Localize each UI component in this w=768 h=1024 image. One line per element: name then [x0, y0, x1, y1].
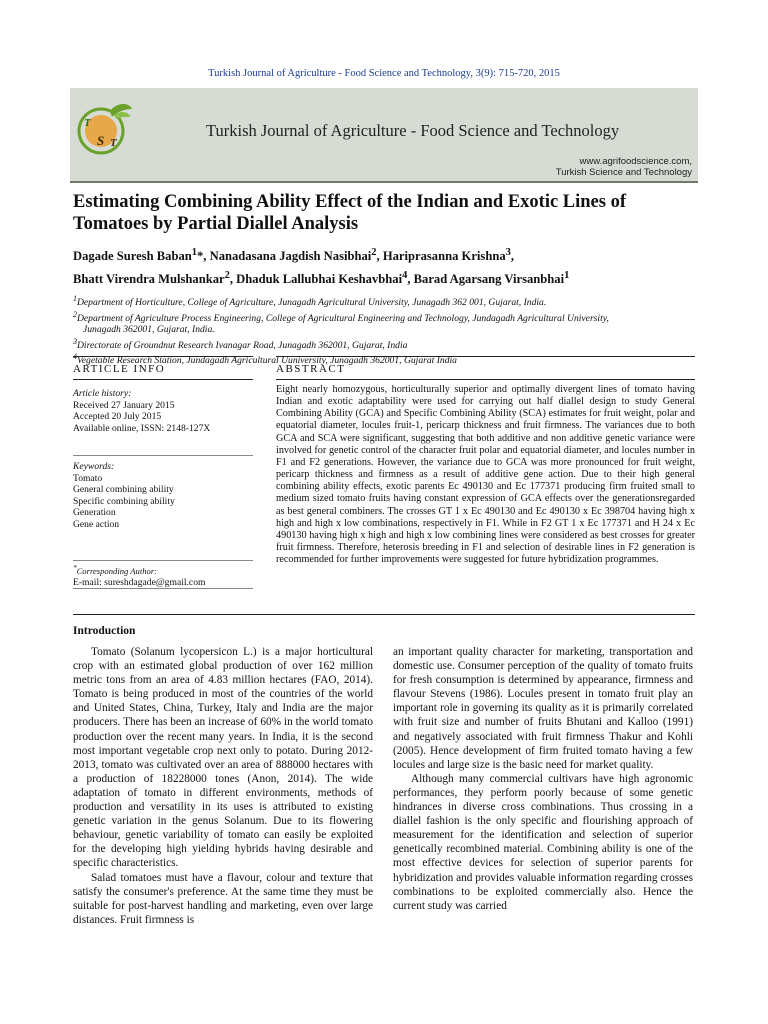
journal-logo-icon — [74, 99, 136, 161]
author-list — [73, 243, 703, 289]
keywords-block — [73, 461, 253, 531]
divider — [276, 379, 695, 380]
corresponding-block — [73, 563, 253, 589]
author-sup: 3 — [505, 247, 511, 258]
keyword: Specific combining ability — [73, 495, 175, 507]
accepted-date: Accepted 20 July 2015 — [73, 411, 162, 423]
divider — [73, 379, 253, 380]
divider — [73, 356, 253, 357]
affiliation-text: Department of Agriculture Process Engineering, College of Agricultural Engineering and Technology, Jundagadh Agricultural University, — [77, 312, 609, 324]
affiliation-sup: 2 — [73, 309, 77, 319]
logo-letter-t: T — [84, 117, 91, 129]
affiliation-text: Directorate of Groundnut Research Ivanagar Road, Junagadh 362001, Gujarat, India — [77, 339, 408, 351]
author-sup: 1 — [564, 270, 570, 282]
keywords-label: Keywords: — [73, 461, 115, 472]
affiliation-text: Junagadh 362001, Gujarat, India. — [83, 324, 215, 336]
paragraph: Although many commercial cultivars have high agronomic performances, they perform poorly because of some genetic hindrances in diverse cross combinations. Thus crossing in a diallel fashion is the only specific and flourishing approach of measurement for the identification and selection of superior genetically recombined material. Combining ability is one of the most effective devices for selection of superior parents for hybridization and provides valuable information regarding crosses combinations to be exploited commercially also. Hence the current study was carried — [393, 772, 693, 912]
affiliation-sup: 4 — [73, 352, 77, 362]
author-sup: 2 — [371, 247, 377, 258]
journal-website[interactable] — [556, 156, 692, 178]
divider — [73, 614, 695, 615]
intro-column-right — [393, 645, 693, 913]
author-sup: 4 — [402, 270, 408, 282]
abstract-heading: ABSTRACT — [276, 363, 346, 375]
divider — [276, 356, 695, 357]
author-sep: , — [376, 249, 383, 264]
intro-column-left — [73, 645, 373, 927]
affiliation — [73, 336, 703, 352]
logo-letter-t2: T — [110, 137, 117, 149]
affiliation — [73, 309, 703, 325]
affiliation — [73, 351, 703, 367]
author-name: Dagade Suresh Baban — [73, 249, 192, 264]
affiliation-text: Department of Horticulture, College of Agriculture, Junagadh Agricultural University, Junagadh 362 001, Gujarat, India. — [77, 297, 547, 309]
received-date: Received 27 January 2015 — [73, 399, 175, 411]
author-name: Nanadasana Jagdish Nasibhai — [209, 249, 372, 264]
keyword: Gene action — [73, 518, 120, 530]
author-sep: *, — [197, 249, 210, 264]
divider — [73, 560, 253, 561]
logo-letter-s: S — [97, 133, 105, 148]
online-date: Available online, ISSN: 2148-127X — [73, 422, 211, 434]
author-sep: , — [229, 272, 237, 287]
history-label: Article history: — [73, 388, 132, 399]
author-name: Bhatt Virendra Mulshankar — [73, 272, 225, 287]
affiliation-text: Vegetable Research Station, Jundagadh Agricultural Uuniversity, Junagadh 362001, Gujarat India — [77, 355, 457, 367]
corresponding-email[interactable]: E-mail: sureshdagade@gmail.com — [73, 577, 206, 589]
journal-name: Turkish Journal of Agriculture - Food Science and Technology — [206, 121, 620, 140]
affiliation — [73, 293, 703, 309]
author-name: Barad Agarsang Virsanbhai — [413, 272, 565, 287]
website-url[interactable]: www.agrifoodscience.com, — [579, 156, 692, 167]
author-sup: 1 — [191, 247, 197, 258]
paragraph: Salad tomatoes must have a flavour, colour and texture that satisfy the consumer's preference. At the same time they must be suitable for post-harvest handling and marketing, even over large distances. Fruit firmness is — [73, 871, 373, 926]
website-sub: Turkish Science and Technology — [555, 167, 692, 178]
affiliation-cont — [73, 324, 703, 335]
paragraph: an important quality character for marketing, transportation and domestic use. Consumer perception of the quality of tomato fruits for fresh consumption is determined by appearance, firmness and flavour Stevens (1986). Locules present in tomato fruit play an important role in governing its quality as it is primarily correlated with fruit size and number of fruits Bhutani and Kalloo (1991) and negatively associated with fruit firmness Thakur and Kohli (2005). Hence development of firm fruited tomato having a few locules and large size is the basic need for market quality. — [393, 646, 693, 771]
author-sup: 2 — [224, 270, 230, 282]
article-info-heading: ARTICLE INFO — [73, 363, 166, 375]
corresponding-label: *Corresponding Author: — [73, 564, 158, 576]
author-sep: , — [407, 272, 414, 287]
corresponding-label-text: Corresponding Author: — [76, 565, 158, 576]
journal-citation[interactable]: Turkish Journal of Agriculture - Food Science and Technology, 3(9): 715-720, 2015 — [208, 68, 560, 79]
affiliation-sup: 3 — [73, 336, 77, 346]
author-sep: , — [510, 249, 515, 264]
keyword: General combining ability — [73, 484, 174, 496]
divider — [73, 455, 253, 456]
paragraph: Tomato (Solanum lycopersicon L.) is a major horticultural crop with an estimated global production of over 162 million metric tons from an area of 4.83 million hectares (FAO, 2014). Tomato is being produced in most of the countries of the world and United States, China, Turkey, Italy and India are the major producers. There has been an increase of 60% in the world tomato production over the recent many years. In India, it is the second most important vegetable crop next only to potato. During 2012-2013, tomato was cultivated over an area of 888000 hectares with a production of 18228000 tones (Anon, 2014). The wide adaptation of tomato in different environments, methods of production and versatility in its uses is attributed to existing genetic variation in the genus Solanum. Due to its flowering behaviour, genetic variability of tomato can easily be exploited for the developing high yielding hybrids having desirable and specific characteristics. — [73, 646, 373, 870]
introduction-heading: Introduction — [73, 625, 136, 637]
paper-title: Estimating Combining Ability Effect of the Indian and Exotic Lines of Tomatoes by Partial Diallel Analysis — [73, 192, 627, 234]
article-info — [73, 388, 253, 434]
keyword: Tomato — [73, 472, 103, 484]
abstract-text: Eight nearly homozygous, horticulturally superior and optimally divergent lines of tomato having Indian and exotic adaptability were used for carrying out half diallel design to study General Combining Ability (GCA) and Specific Combining Ability (SCA) estimates for fruit weight, polar and equatorial diameter, locules fruit-1, pericarp thickness and fruit firmness. The variances due to both GCA and SCA were significant, suggesting that both additive and non additive genetic variance were involved for genetic control of the character fruit polar and equatorial diameter, and locules number in F1 and F2 generations. However, the variance due to GCA was more pronounced for fruit weight, pericarp thickness and firmness as a result of additive gene action. Due to their high general combining ability effects, exotic parents Ec 490130 and Ec 177371 producing firm fruited small to medium sized tomato fruits having constant expression of GCA effects over the generationsregarded as best general combiners. The crosses GT 1 x Ec 490130 and Ec 490130 x Ec 398704 having high x high and high x low combinations, respectively in F1. While in F2 GT 1 x Ec 177371 and H 24 x Ec 490130 having high x high and high x low combining lines were considered as best crosses for greater fruit firmness. Therefore, heterosis breeding in F1 and selection of desirable lines in F2 generation is recommended for further improvements were suggested for future hybridization programmes. — [276, 384, 695, 566]
divider — [73, 588, 253, 589]
author-name: Dhaduk Lallubhai Keshavbhai — [236, 272, 403, 287]
affiliation-sup: 1 — [73, 294, 77, 303]
keyword: Generation — [73, 507, 116, 519]
author-name: Hariprasanna Krishna — [382, 249, 506, 264]
